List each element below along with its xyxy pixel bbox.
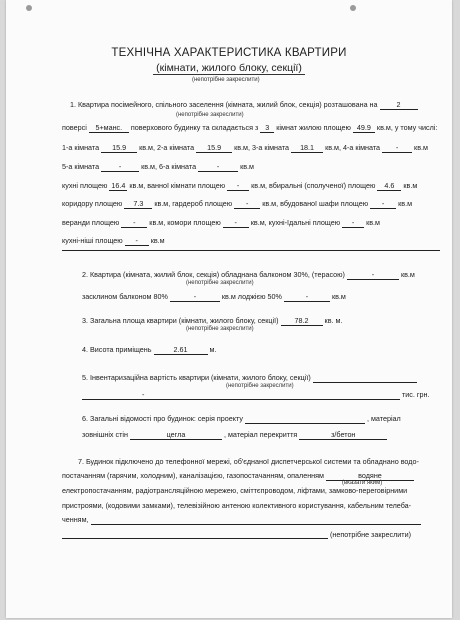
s7-hint: (непотрібне закреслити) (330, 530, 411, 539)
corridor-field: 7.3 (124, 199, 152, 209)
room4-label: кв.м, 4-а кімната (325, 143, 381, 152)
s1-text-c: поверхового будинку та складається з (130, 123, 259, 132)
living-area-field: 49.9 (353, 123, 375, 133)
s1-line4 (62, 162, 254, 172)
storage-label: кв.м, комори площею (149, 218, 221, 227)
room1-field: 15.9 (101, 143, 137, 153)
s7-line5 (62, 515, 421, 525)
binding-hole (26, 5, 32, 11)
room6-label: кв.м, 6-а кімната (141, 162, 197, 171)
builtin-label: кв.м, вбудованої шафи площею (262, 199, 369, 208)
document-page (6, 0, 452, 618)
floor-field: 2 (380, 100, 418, 110)
unit-label: кв.м (400, 270, 415, 279)
total-area-field: 78.2 (281, 316, 323, 326)
strike-hint: (непотрібне закреслити) (226, 383, 294, 389)
s5-text: 5. Інвентаризаційна вартість квартири (кімнати, жилого блоку, секції) (82, 373, 311, 382)
height-field: 2.61 (154, 345, 208, 355)
currency-label: тис. грн. (402, 390, 430, 399)
document-subtitle (6, 62, 452, 74)
veranda-field: - (121, 218, 147, 228)
strike-hint: (непотрібне закреслити) (192, 77, 260, 83)
s1-line8 (62, 236, 165, 246)
s1-line7 (62, 218, 380, 228)
kitchen-niche-label: кухні-ніші площею (62, 236, 123, 245)
loggia-label: кв.м лоджією 50% (221, 292, 282, 301)
binding-hole (350, 5, 356, 11)
floor-material-field: з/бетон (299, 430, 387, 440)
bath-field: - (227, 181, 249, 191)
s3-text: 3. Загальна площа квартири (кімнати, жилого блоку, секції) (82, 316, 279, 325)
s7-line5-text: ченням, (62, 515, 89, 524)
document-title: ТЕХНІЧНА ХАРАКТЕРИСТИКА КВАРТИРИ (111, 47, 347, 59)
floors-total-field: 5+манс. (89, 123, 129, 133)
room5-field: - (101, 162, 139, 172)
glazed-field: - (170, 292, 220, 302)
heating-field: водяне (326, 471, 414, 481)
kitchen-label: кухні площею (62, 181, 108, 190)
s7-line2-text: постачанням (гарячим, холодним), каналізацією, газопостачанням, опаленням (62, 471, 324, 480)
s6-line1 (82, 414, 401, 424)
strike-hint: (непотрібне закреслити) (186, 326, 254, 332)
floors-label: , матеріал перекриття (223, 430, 298, 439)
storage-field: - (223, 218, 249, 228)
subtitle-text: (кімнати, жилого блоку, секції) (153, 62, 305, 75)
room3-field: 18.1 (291, 143, 323, 153)
toilet-label: кв.м, вбиральні (сполученої) площею (251, 181, 376, 190)
heating-hint: (вказати яким) (342, 480, 383, 486)
rooms-field: 3 (260, 123, 274, 133)
s7-line4: пристроями, (кодовими замками), телевізійною антеною колективного користування, кабельним телеба- (62, 501, 412, 510)
s4-unit: м. (209, 345, 217, 354)
kitchen-niche-field: - (125, 236, 149, 246)
veranda-label: веранди площею (62, 218, 120, 227)
room2-field: 15.9 (196, 143, 232, 153)
s1-text-d: кімнат жилою площею (276, 123, 351, 132)
s5-line1 (82, 373, 417, 383)
project-series-field (245, 423, 365, 424)
inventory-value-field: - (82, 390, 400, 400)
unit-label: кв.м (398, 199, 413, 208)
s1-text-e: кв.м, у тому числі: (376, 123, 438, 132)
room3-label: кв.м, 3-а кімната (234, 143, 290, 152)
toilet-field: 4.6 (377, 181, 401, 191)
room5-label: 5-а кімната (62, 162, 100, 171)
unit-label: кв.м (331, 292, 346, 301)
s7-line3: електропостачанням, радіотрансляційною мережею, сміттєпроводом, ліфтами, замково-переговірними (62, 486, 408, 495)
s3-unit: кв. м. (324, 316, 343, 325)
builtin-field: - (370, 199, 396, 209)
s2-line1 (82, 270, 415, 280)
wardrobe-field: - (234, 199, 260, 209)
s1-line1 (70, 100, 418, 110)
corridor-label: коридору площею (62, 199, 123, 208)
s3-line (82, 316, 342, 326)
walls-field: цегла (130, 430, 222, 440)
room6-field: - (198, 162, 238, 172)
loggia-field: - (284, 292, 330, 302)
strike-hint: (непотрібне закреслити) (176, 112, 244, 118)
s5-line2 (82, 390, 429, 400)
unit-label: кв.м (414, 143, 428, 152)
s1-line5 (62, 181, 417, 191)
strike-hint: (непотрібне закреслити) (186, 280, 254, 286)
s6-line2 (82, 430, 387, 440)
s5-line1-field (313, 382, 417, 383)
unit-label: кв.м (240, 162, 254, 171)
s1-line2 (62, 123, 437, 133)
s7-line5-field (91, 524, 421, 525)
s4-line (82, 345, 216, 355)
s1-text-a: 1. Квартира посімейного, спільного заселення (кімната, жилий блок, секція) розташована на (70, 100, 378, 109)
s1-line3 (62, 143, 428, 153)
walls-label: зовнішніх стін (82, 430, 128, 439)
s1-text-b: поверсі (62, 123, 87, 132)
s7-line1: 7. Будинок підключено до телефонної мережі, об'єднаної диспетчерської системи та обладнано водо- (78, 457, 419, 466)
s2-text-a: 2. Квартира (кімната, жилий блок, секція) обладнана балконом 30%, (терасою) (82, 270, 345, 279)
binding-holes (26, 5, 356, 11)
glazed-label: засклином балконом 80% (82, 292, 168, 301)
s6-text-a: 6. Загальні відомості про будинок: серія проекту (82, 414, 243, 423)
s6-text-b: , матеріал (366, 414, 401, 423)
kitchen-dining-field: - (342, 218, 364, 228)
s2-line2 (82, 292, 346, 302)
terrace-field: - (347, 270, 399, 280)
unit-label: кв.м (403, 181, 418, 190)
room4-field: - (382, 143, 412, 153)
kitchen-dining-label: кв.м, кухні-їдальні площею (250, 218, 341, 227)
unit-label: кв.м (150, 236, 165, 245)
bath-label: кв.м, ванної кімнати площею (129, 181, 226, 190)
wardrobe-label: кв.м, гардероб площею (154, 199, 233, 208)
s7-blank-line (62, 538, 328, 539)
kitchen-field: 16.4 (111, 181, 126, 190)
room2-label: кв.м, 2-а кімната (139, 143, 195, 152)
unit-label: кв.м (366, 218, 380, 227)
s4-text: 4. Висота приміщень (82, 345, 152, 354)
room1-label: 1-а кімната (62, 143, 100, 152)
s1-line6 (62, 199, 412, 209)
divider-line (62, 250, 440, 251)
